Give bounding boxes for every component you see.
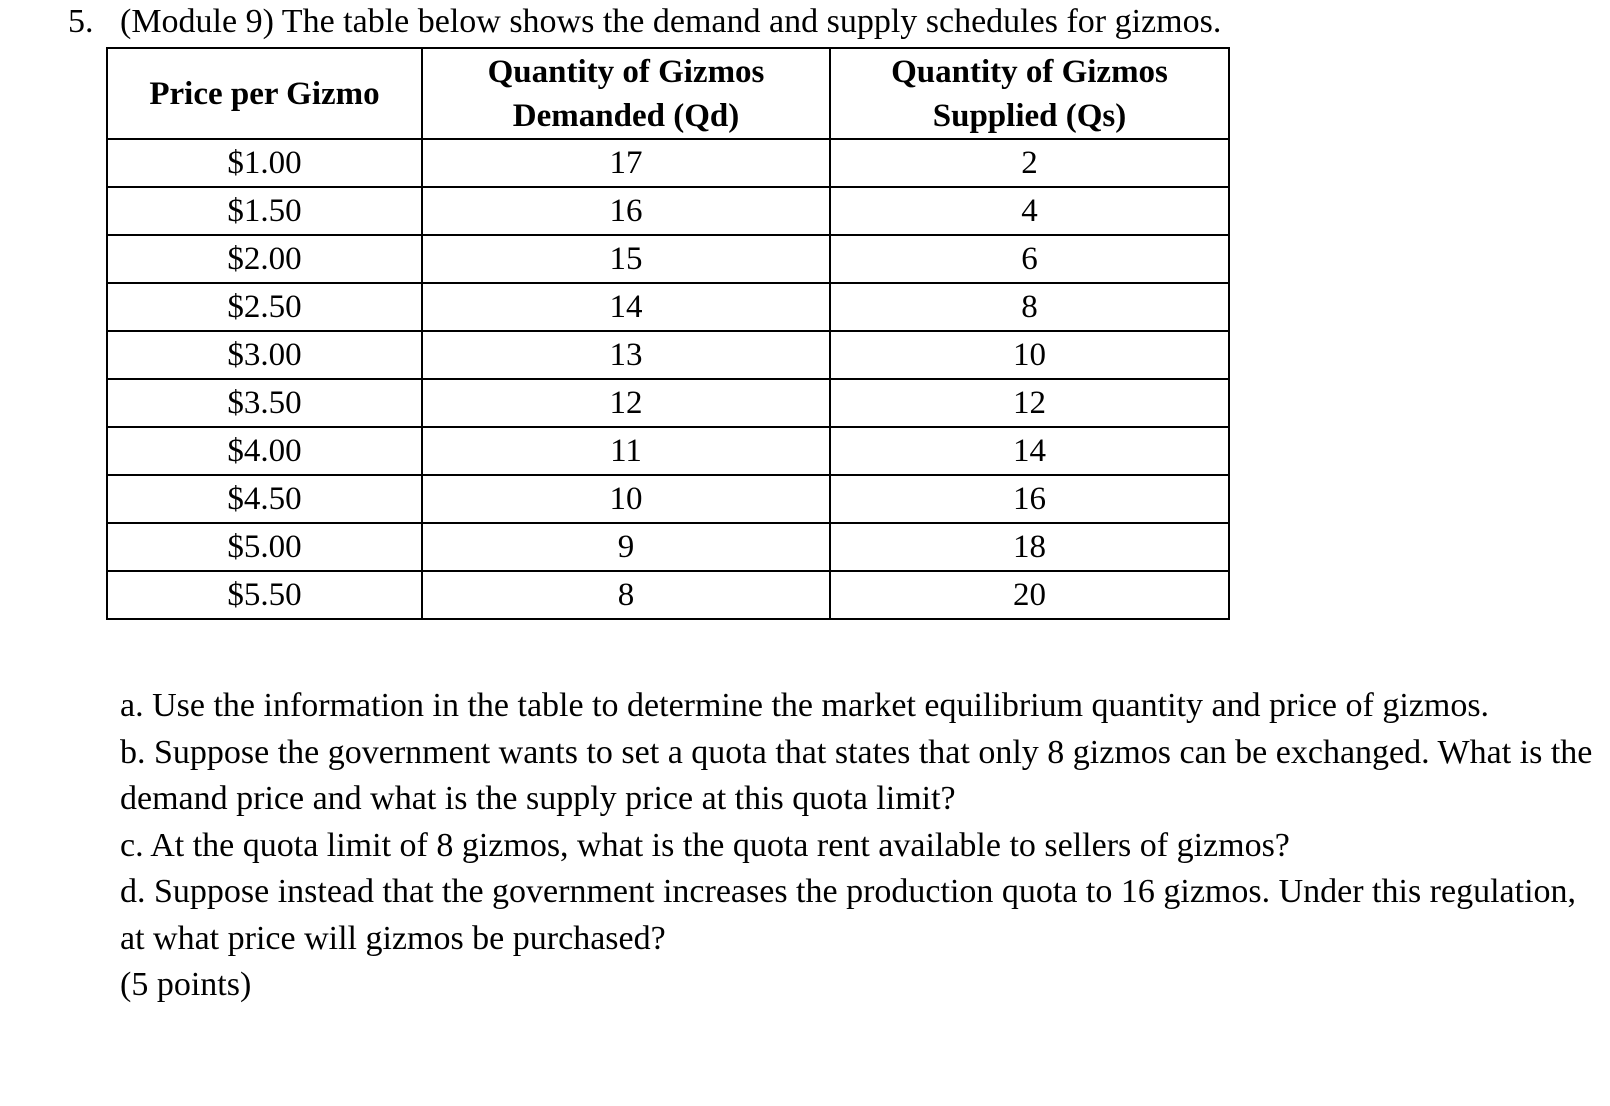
table-row [107,283,1229,331]
price-cell: $3.00 [107,331,422,379]
question-number: 5. [68,3,94,40]
table-row [107,187,1229,235]
header-price [107,48,422,139]
quantity-demanded-cell: 15 [422,235,830,283]
price-cell: $2.00 [107,235,422,283]
price-cell: $4.00 [107,427,422,475]
price-cell: $4.50 [107,475,422,523]
table-row [107,571,1229,619]
price-cell: $1.50 [107,187,422,235]
question-parts [120,683,1600,1009]
quantity-supplied-cell: 20 [830,571,1229,619]
quantity-demanded-cell: 10 [422,475,830,523]
question-heading [68,2,1221,42]
table-row [107,475,1229,523]
header-price-label: Price per Gizmo [149,75,380,112]
demand-supply-table [106,47,1230,620]
quantity-demanded-cell: 8 [422,571,830,619]
part-c-text: c. At the quota limit of 8 gizmos, what is the quota rent available to sellers of gizmos? [120,826,1290,864]
price-cell: $3.50 [107,379,422,427]
quantity-supplied-cell: 18 [830,523,1229,571]
quantity-demanded-cell: 14 [422,283,830,331]
table-row [107,523,1229,571]
price-cell: $1.00 [107,139,422,187]
quantity-supplied-cell: 10 [830,331,1229,379]
header-demanded-line2: Demanded (Qd) [512,97,740,134]
quantity-demanded-cell: 16 [422,187,830,235]
quantity-supplied-cell: 12 [830,379,1229,427]
table-row [107,139,1229,187]
quantity-demanded-cell: 13 [422,331,830,379]
table-row [107,331,1229,379]
quantity-supplied-cell: 8 [830,283,1229,331]
quantity-supplied-cell: 4 [830,187,1229,235]
table-row [107,379,1229,427]
points-text: (5 points) [120,966,252,1003]
table-header-row [107,48,1229,139]
price-cell: $2.50 [107,283,422,331]
price-cell: $5.00 [107,523,422,571]
quantity-supplied-cell: 6 [830,235,1229,283]
question-intro: (Module 9) The table below shows the demand and supply schedules for gizmos. [120,3,1222,40]
table-row [107,427,1229,475]
header-quantity-supplied [830,48,1229,139]
quantity-demanded-cell: 9 [422,523,830,571]
quantity-demanded-cell: 12 [422,379,830,427]
quantity-demanded-cell: 17 [422,139,830,187]
quantity-supplied-cell: 2 [830,139,1229,187]
table-row [107,235,1229,283]
part-a-text: a. Use the information in the table to determine the market equilibrium quantity and price of gizmos. [120,687,1490,724]
header-supplied-line2: Supplied (Qs) [932,97,1127,134]
price-cell: $5.50 [107,571,422,619]
quantity-demanded-cell: 11 [422,427,830,475]
quantity-supplied-cell: 14 [830,427,1229,475]
part-d-text: d. Suppose instead that the government increases the production quota to 16 gizmos. Under this regulation, at what price will gizmos be purchased? [120,873,1577,957]
quantity-supplied-cell: 16 [830,475,1229,523]
header-supplied-line1: Quantity of Gizmos [891,53,1168,90]
header-quantity-demanded [422,48,830,139]
part-b-text: b. Suppose the government wants to set a quota that states that only 8 gizmos can be exchanged. What is the demand price and what is the supply price at this quota limit? [120,733,1593,817]
header-demanded-line1: Quantity of Gizmos [487,53,765,90]
